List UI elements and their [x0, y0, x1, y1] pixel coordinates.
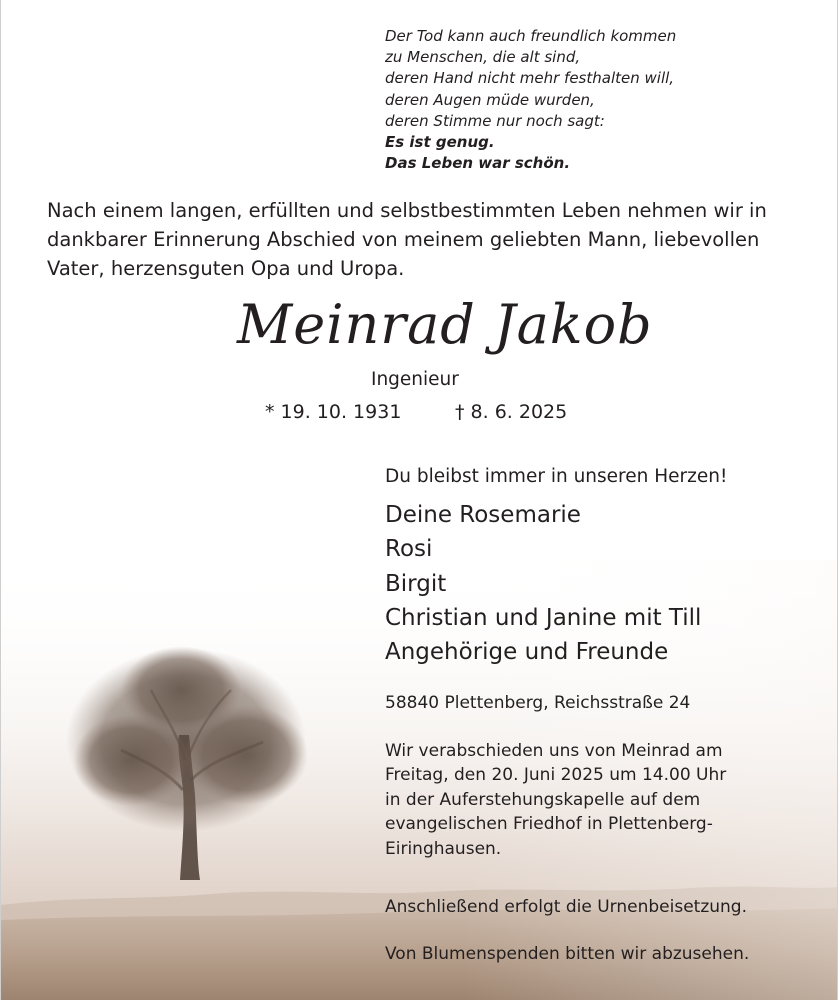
poem-line: deren Hand nicht mehr festhalten will,: [385, 69, 675, 88]
intro-text: [47, 196, 807, 283]
mourner-name: Birgit: [385, 570, 447, 597]
flowers-note: Von Blumenspenden bitten wir abzusehen.: [385, 944, 750, 964]
service-line: Eiringhausen.: [385, 838, 502, 859]
motto-text: Du bleibst immer in unseren Herzen!: [385, 466, 728, 487]
service-line: in der Auferstehungskapelle auf dem: [385, 789, 701, 810]
family-address: 58840 Plettenberg, Reichsstraße 24: [385, 693, 691, 713]
poem-bold-line: Es ist genug.: [385, 133, 495, 152]
intro-line: Nach einem langen, erfüllten und selbstbestimmten Leben nehmen wir in: [47, 199, 767, 222]
poem-quote: [385, 26, 805, 174]
service-line: Wir verabschieden uns von Meinrad am: [385, 741, 723, 761]
mourners-list: [385, 498, 701, 669]
service-line: evangelischen Friedhof in Plettenberg-: [385, 814, 713, 835]
mourner-name: Deine Rosemarie: [385, 502, 581, 528]
birth-date: * 19. 10. 1931: [265, 401, 402, 423]
poem-line: zu Menschen, die alt sind,: [385, 48, 581, 67]
service-line: Freitag, den 20. Juni 2025 um 14.00 Uhr: [385, 765, 727, 786]
intro-line: Vater, herzensguten Opa und Uropa.: [47, 257, 405, 280]
funeral-service-info: [385, 739, 825, 861]
poem-line: deren Augen müde wurden,: [385, 90, 595, 109]
mourner-name: Christian und Janine mit Till: [385, 604, 702, 631]
mourner-name: Angehörige und Freunde: [385, 639, 669, 666]
poem-line: Der Tod kann auch freundlich kommen: [385, 27, 677, 45]
urn-burial-note: Anschließend erfolgt die Urnenbeisetzung.: [385, 897, 747, 917]
death-date: † 8. 6. 2025: [455, 401, 568, 423]
intro-line: dankbarer Erinnerung Abschied von meinem geliebten Mann, liebevollen: [47, 228, 760, 251]
mourner-name: Rosi: [385, 536, 433, 563]
poem-bold-line: Das Leben war schön.: [385, 154, 571, 173]
deceased-profession: Ingenieur: [371, 369, 459, 390]
deceased-name: Meinrad Jakob: [237, 293, 653, 356]
poem-line: deren Stimme nur noch sagt:: [385, 111, 605, 130]
